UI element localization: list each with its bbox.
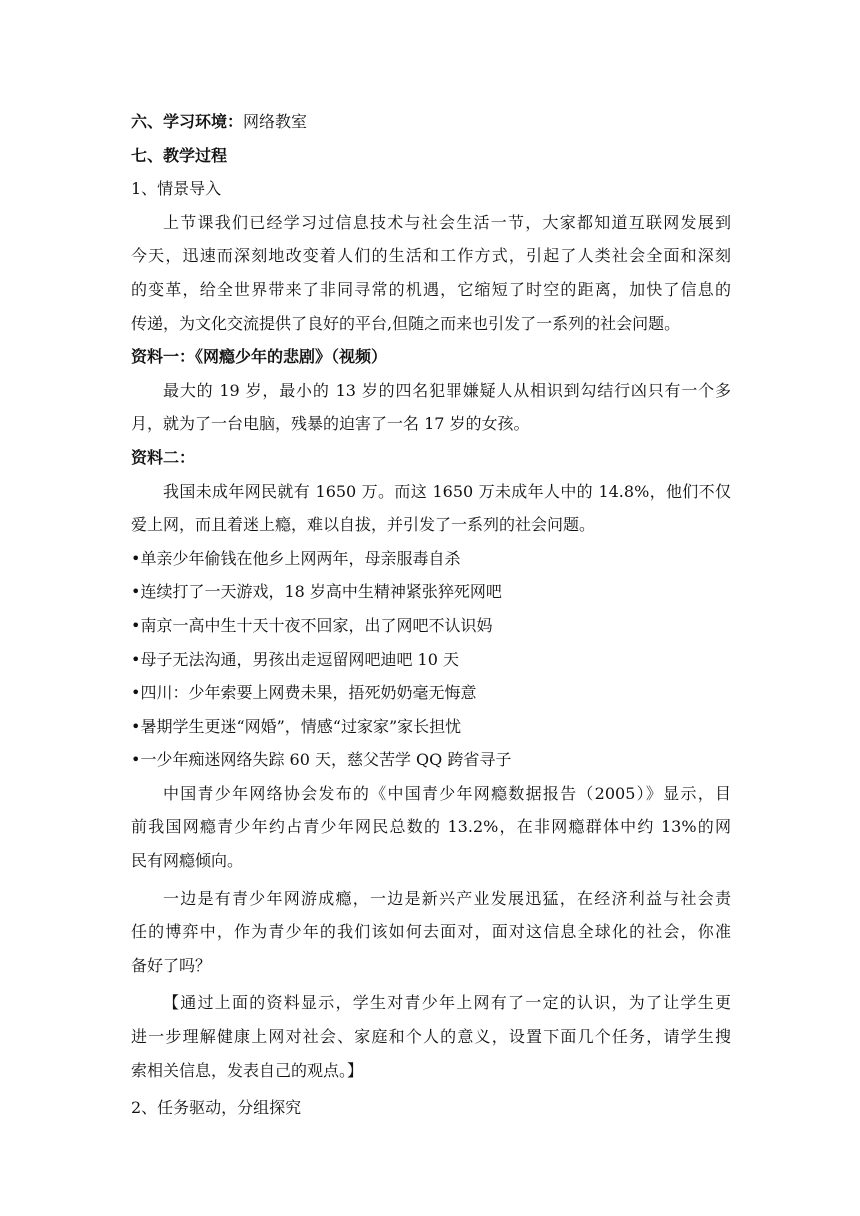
paragraph-line: 的变革，给全世界带来了非同寻常的机遇，它缩短了时空的距离，加快了信息的	[131, 279, 731, 299]
paragraph-line: 中国青少年网络协会发布的《中国青少年网瘾数据报告（2005）》显示，目	[163, 783, 731, 803]
material-1-paragraph	[131, 374, 731, 441]
paragraph-line: 【通过上面的资料显示，学生对青少年上网有了一定的认识，为了让学生更	[163, 993, 731, 1013]
paragraph-line: 我国未成年网民就有 1650 万。而这 1650 万未成年人中的 14.8%，他们不仅	[163, 481, 731, 501]
paragraph-line: 前我国网瘾青少年约占青少年网民总数的 13.2%，在非网瘾群体中约 13%的网	[131, 817, 731, 837]
teacher-note-paragraph	[131, 986, 731, 1087]
list-item: •四川：少年索要上网费未果，捂死奶奶毫无悔意	[131, 683, 477, 703]
list-item: •暑期学生更迷“网婚”，情感“过家家”家长担忧	[131, 716, 462, 736]
paragraph-line: 上节课我们已经学习过信息技术与社会生活一节，大家都知道互联网发展到	[163, 212, 731, 232]
material-1-heading: 资料一：《网瘾少年的悲剧》（视频）	[131, 347, 388, 367]
list-item: •母子无法沟通，男孩出走逗留网吧迪吧 10 天	[131, 649, 459, 669]
paragraph-line: 最大的 19 岁，最小的 13 岁的四名犯罪嫌疑人从相识到勾结行凶只有一个多	[163, 380, 731, 400]
paragraph-line: 进一步理解健康上网对社会、家庭和个人的意义，设置下面几个任务，请学生搜	[131, 1027, 731, 1047]
step-1-heading: 1、情景导入	[131, 179, 222, 199]
material-2-paragraph	[131, 475, 731, 542]
paragraph-line: 索相关信息，发表自己的观点。】	[131, 1060, 364, 1080]
paragraph-line: 月，就为了一台电脑，残暴的迫害了一名 17 岁的女孩。	[131, 414, 530, 434]
list-item: •南京一高中生十天十夜不回家，出了网吧不认识妈	[131, 615, 493, 635]
report-paragraph	[131, 777, 731, 878]
paragraph-line: 传递，为文化交流提供了良好的平台,但随之而来也引发了一系列的社会问题。	[131, 313, 681, 333]
section-6-label: 六、学习环境：	[131, 112, 244, 131]
question-paragraph	[131, 882, 731, 983]
section-6-value: 网络教室	[243, 112, 308, 131]
section-6-heading	[131, 105, 731, 139]
paragraph-line: 民有网瘾倾向。	[131, 851, 244, 871]
step-2-heading: 2、任务驱动，分组探究	[131, 1098, 302, 1118]
paragraph-line: 备好了吗？	[131, 955, 212, 975]
list-item: •连续打了一天游戏，18 岁高中生精神紧张猝死网吧	[131, 582, 502, 602]
list-item: •一少年痴迷网络失踪 60 天，慈父苦学 QQ 跨省寻子	[131, 750, 512, 770]
news-bullet-list	[131, 542, 731, 777]
document-page	[131, 105, 731, 1125]
intro-paragraph	[131, 206, 731, 340]
section-7-heading: 七、教学过程	[131, 145, 228, 165]
material-2-heading: 资料二：	[131, 447, 196, 467]
paragraph-line: 任的博弈中，作为青少年的我们该如何去面对，面对这信息全球化的社会，你准	[131, 922, 731, 942]
paragraph-line: 今天，迅速而深刻地改变着人们的生活和工作方式，引起了人类社会全面和深刻	[131, 246, 731, 266]
paragraph-line: 一边是有青少年网游成瘾，一边是新兴产业发展迅猛，在经济利益与社会责	[163, 888, 731, 908]
list-item: •单亲少年偷钱在他乡上网两年，母亲服毒自杀	[131, 548, 461, 568]
paragraph-line: 爱上网，而且着迷上瘾，难以自拔，并引发了一系列的社会问题。	[131, 515, 596, 535]
